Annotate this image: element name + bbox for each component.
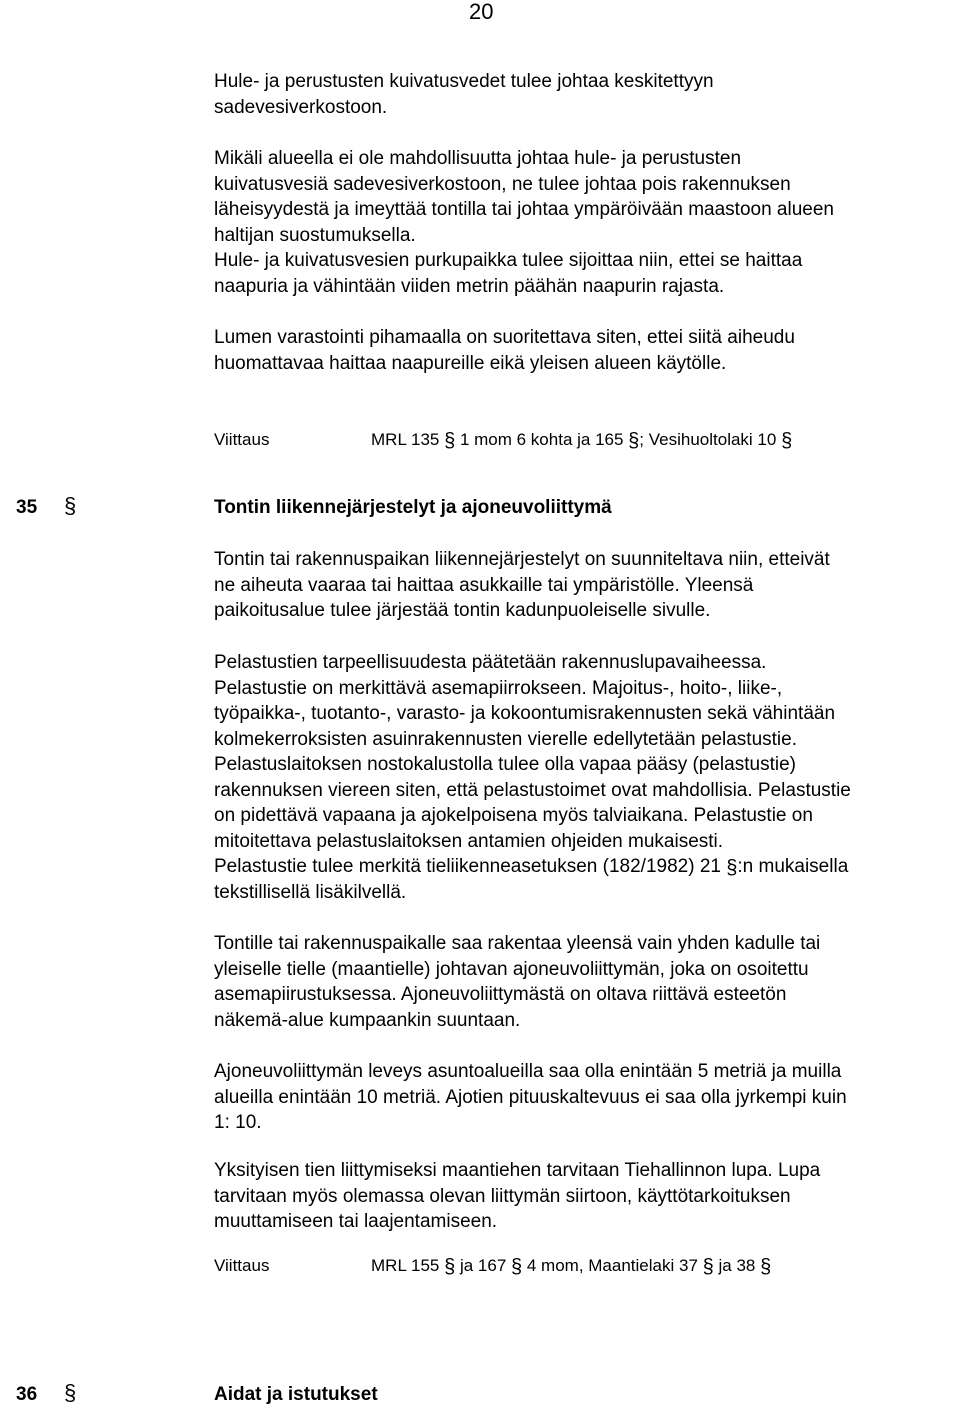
reference-text	[371, 1255, 771, 1277]
section-sign-icon: §	[628, 430, 640, 452]
section-sign-icon: §	[64, 493, 77, 518]
paragraph-rescue-route-sign	[214, 854, 960, 905]
paragraph-stormwater: Hule- ja perustusten kuivatusvedet tulee johtaa keskitettyyn sadevesiverkostoon.	[214, 71, 714, 118]
reference-part: MRL 155	[371, 1256, 440, 1275]
page-number: 20	[469, 0, 494, 24]
section-sign-icon: §	[444, 430, 456, 452]
reference-label: Viittaus	[214, 430, 270, 449]
paragraph-private-road: Yksityisen tien liittymiseksi maantiehen tarvitaan Tiehallinnon lupa. Lupa tarvitaan myös olemassa olevan liittymän siirtoon, käyttötarkoituksen muuttamiseen tai laajentamiseen.	[214, 1160, 821, 1232]
reference-part: ; Vesihuoltolaki 10	[639, 430, 777, 449]
section-sign-icon: §	[64, 1380, 77, 1405]
section-number: 36	[16, 1384, 38, 1405]
reference-label: Viittaus	[214, 1256, 270, 1275]
paragraph-vehicle-connection: Tontille tai rakennuspaikalle saa rakentaa yleensä vain yhden kadulle tai yleiselle tielle (maantielle) johtavan ajoneuvoliittymän, joka on osoitettu asemapiirustuksessa. Ajoneuvoliittymästä on oltava riittävä esteetön näkemä-alue kumpaankin suuntaan.	[214, 933, 821, 1031]
section-title: Tontin liikennejärjestelyt ja ajoneuvoliittymä	[214, 497, 612, 518]
rescue-route-sign-text: Pelastustie tulee merkitä tieliikenneasetuksen (182/1982) 21	[214, 856, 727, 877]
section-sign-icon: §	[702, 1256, 714, 1278]
section-sign-icon: §	[511, 1256, 523, 1278]
paragraph-drainage-alternatives: Mikäli alueella ei ole mahdollisuutta johtaa hule- ja perustusten kuivatusvesiä sadevesiverkostoon, ne tulee johtaa pois rakennuksen läheisyydestä ja imeyttää tontilla tai johtaa ympäröivään maastoon alueen haltijan suostumuksella. Hule- ja kuivatusvesien purkupaikka tulee sijoittaa niin, ettei se haittaa naapuria ja vähintään viiden metrin päähän naapurin rajasta.	[214, 148, 834, 297]
paragraph-connection-width: Ajoneuvoliittymän leveys asuntoalueilla saa olla enintään 5 metriä ja muilla alueilla enintään 10 metriä. Ajotien pituuskaltevuus ei saa olla jyrkempi kuin 1: 10.	[214, 1061, 847, 1133]
section-sign-icon: §	[726, 857, 738, 879]
section-sign-icon: §	[781, 430, 793, 452]
reference-part: 1 mom 6 kohta ja 165	[459, 430, 624, 449]
reference-part: ja 167	[459, 1256, 507, 1275]
rescue-route-sign-text-line2: tekstillisellä lisäkilvellä.	[214, 881, 407, 903]
reference-text	[371, 429, 792, 451]
reference-part: 4 mom, Maantielaki 37	[526, 1256, 698, 1275]
rescue-route-sign-text-end: :n mukaisella	[737, 856, 849, 877]
section-sign-icon: §	[760, 1256, 772, 1278]
section-number: 35	[16, 497, 38, 518]
paragraph-traffic-arrangements: Tontin tai rakennuspaikan liikennejärjestelyt on suunniteltava niin, etteivät ne aiheuta vaaraa tai haittaa asukkaille tai ympäristölle. Yleensä paikoitusalue tulee järjestää tontin kadunpuoleiselle sivulle.	[214, 549, 830, 621]
paragraph-snow-storage: Lumen varastointi pihamaalla on suoritettava siten, ettei siitä aiheudu huomattavaa haittaa naapureille eikä yleisen alueen käytölle.	[214, 327, 795, 374]
reference-part: ja 38	[718, 1256, 756, 1275]
section-title: Aidat ja istutukset	[214, 1384, 378, 1405]
section-sign-icon: §	[444, 1256, 456, 1278]
paragraph-rescue-route: Pelastustien tarpeellisuudesta päätetään rakennuslupavaiheessa. Pelastustie on merkittävä asemapiirrokseen. Majoitus-, hoito-, liike-, työpaikka-, tuotanto-, varasto- ja kokoontumisrakennusten sekä vähintään kolmekerroksisten asuinrakennusten vierelle edellytetään pelastustie. Pelastuslaitoksen nostokalustolla tulee olla vapaa pääsy (pelastustie) rakennuksen viereen siten, että pelastustoimet ovat mahdollisia. Pelastustie on pidettävä vapaana ja ajokelpoisena myös talviaikana. Pelastustie on mitoitettava pelastuslaitoksen antamien ohjeiden mukaisesti.	[214, 652, 851, 852]
reference-part: MRL 135	[371, 430, 440, 449]
